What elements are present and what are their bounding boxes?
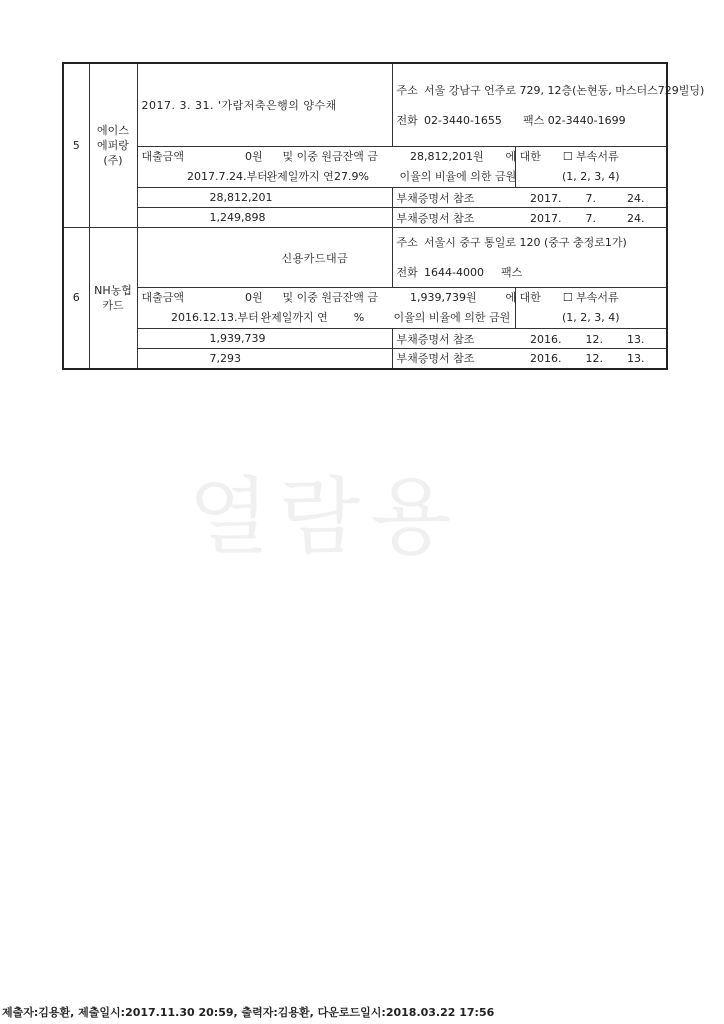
period-to: 완제일까지 연 (260, 311, 328, 324)
interest-ref-label: 부채증명서 참조 (396, 352, 475, 366)
principal-year: 2016. (530, 332, 562, 346)
creditor-table (62, 62, 705, 370)
fax-label: 팩스 (522, 113, 545, 127)
interest-amount: 1,249,898 (137, 208, 392, 228)
interest-year: 2017. (530, 211, 562, 225)
creditor-5-row (63, 63, 667, 147)
creditor-5-principal-row (63, 188, 667, 208)
interest-ref-label: 부채증명서 참조 (396, 211, 475, 225)
interest-year: 2016. (530, 352, 562, 366)
phone-label: 전화 (396, 266, 418, 279)
principal-reference (392, 188, 667, 208)
claim-detail (137, 288, 541, 329)
principal-month: 7. (585, 191, 596, 205)
attachment-checkbox[interactable]: ☐ 부속서류 (562, 291, 619, 304)
loan-label: 대출금액 (141, 291, 185, 304)
creditor-name (89, 228, 137, 369)
attachment-checkbox[interactable]: ☐ 부속서류 (562, 150, 619, 163)
interest-month: 12. (585, 352, 603, 366)
attachment-list: (1, 2, 3, 4) (561, 311, 620, 324)
regarding-text: 에 대한 (505, 291, 541, 304)
rate-text: 이율의 비율에 의한 금원 (393, 311, 511, 324)
creditor-5-detail-row (63, 147, 667, 188)
address-label: 주소 (396, 83, 418, 97)
creditor-contact (392, 228, 667, 288)
principal-reference (392, 329, 667, 349)
principal-day: 24. (627, 191, 645, 205)
interest-reference (392, 208, 667, 228)
period-from: 2017.7.24.부터 (187, 170, 268, 183)
balance-amount: 28,812,201원 (410, 150, 484, 163)
creditor-name (89, 63, 137, 228)
interest-rate: 27.9% (334, 170, 369, 183)
fax-value: 02-3440-1699 (547, 113, 626, 127)
interest-day: 13. (627, 352, 645, 366)
creditor-name-text: NH농협 카드 (94, 283, 132, 312)
balance-text: 및 이중 원금잔액 금 (282, 150, 378, 163)
regarding-text: 에 대한 (505, 150, 541, 163)
claim-cause: 신용카드대금 (137, 228, 392, 288)
creditor-number: 5 (63, 63, 89, 228)
watermark: 열람용 (188, 468, 462, 566)
attachment-list: (1, 2, 3, 4) (561, 170, 620, 183)
fax-label: 팩스 (501, 266, 523, 279)
balance-amount: 1,939,739원 (410, 291, 477, 304)
interest-month: 7. (585, 211, 596, 225)
interest-amount: 7,293 (137, 349, 392, 369)
period-from: 2016.12.13.부터 (171, 311, 259, 324)
creditor-5-interest-row (63, 208, 667, 228)
rate-text: 이율의 비율에 의한 금원 (399, 170, 517, 183)
creditor-number: 6 (63, 228, 89, 369)
address-value: 서울 강남구 언주로 729, 12층(논현동, 마스터스729빌딩) (424, 83, 705, 97)
balance-text: 및 이중 원금잔액 금 (282, 291, 378, 304)
creditor-6-detail-row (63, 288, 667, 329)
phone-value: 02-3440-1655 (424, 113, 502, 127)
principal-ref-label: 부채증명서 참조 (396, 191, 475, 205)
address-label: 주소 (396, 236, 418, 249)
interest-rate: % (353, 311, 365, 324)
creditor-6-interest-row (63, 349, 667, 369)
creditor-name-text: 에이스 에퍼랑 (주) (97, 124, 129, 167)
phone-label: 전화 (396, 113, 418, 127)
interest-day: 24. (627, 211, 645, 225)
period-to: 완제일까지 연 (266, 170, 334, 183)
principal-month: 12. (585, 332, 603, 346)
creditor-6-row (63, 228, 667, 288)
principal-amount: 1,939,739 (137, 329, 392, 349)
claim-cause: 2017. 3. 31. '가람저축은행의 양수채 (137, 63, 392, 147)
principal-amount: 28,812,201 (137, 188, 392, 208)
principal-day: 13. (627, 332, 645, 346)
loan-label: 대출금액 (141, 150, 185, 163)
loan-amount: 0원 (245, 291, 263, 304)
address-value: 서울시 중구 통일로 120 (중구 충정로1가) (424, 236, 627, 249)
loan-amount: 0원 (245, 150, 263, 163)
submission-footer: 제출자:김용환, 제출일시:2017.11.30 20:59, 출력자:김용환, 다운로드일시:2018.03.22 17:56 (2, 1006, 495, 1019)
creditor-6-principal-row (63, 329, 667, 349)
principal-ref-label: 부채증명서 참조 (396, 332, 475, 346)
phone-value: 1644-4000 (424, 266, 484, 279)
principal-year: 2017. (530, 191, 562, 205)
claim-detail (137, 147, 541, 188)
creditor-contact (392, 63, 705, 147)
interest-reference (392, 349, 667, 369)
